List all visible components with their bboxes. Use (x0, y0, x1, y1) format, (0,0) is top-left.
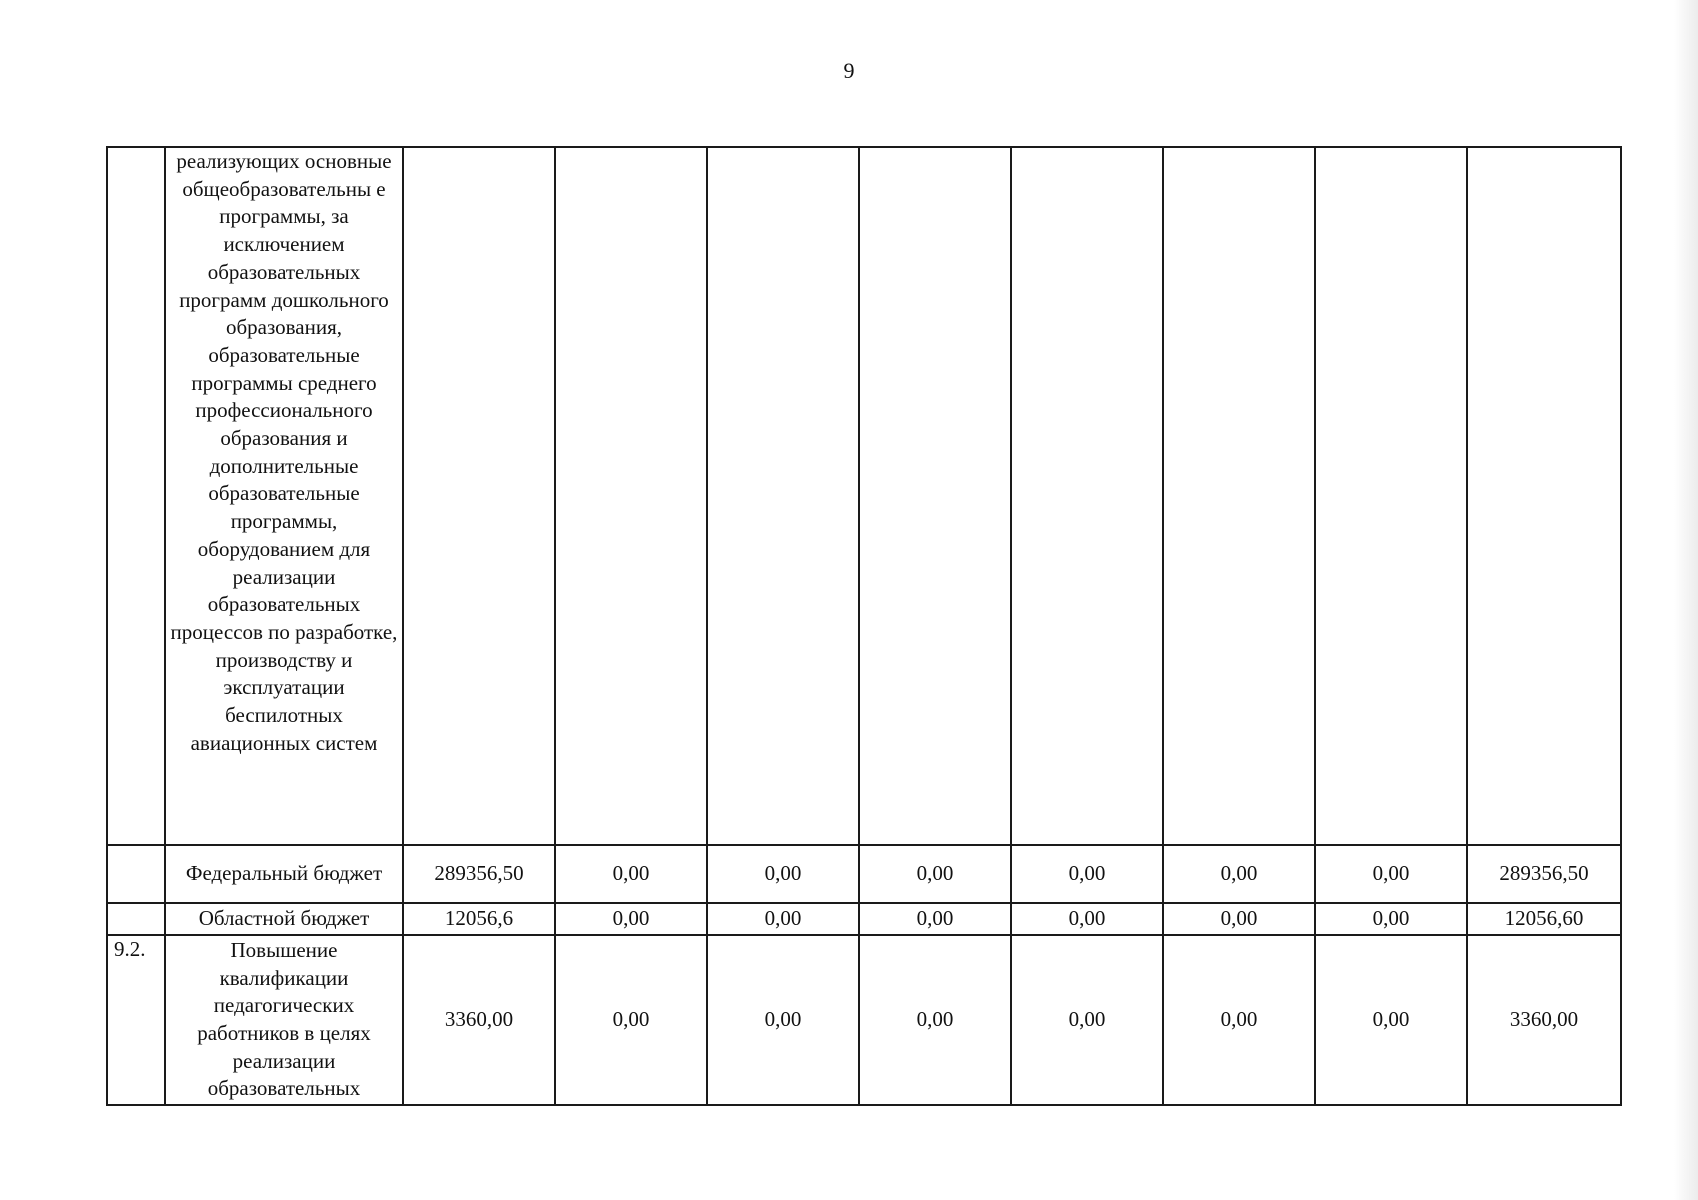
value-cell: 3360,00 (1467, 935, 1621, 1105)
table-row-federal-budget (107, 845, 1621, 903)
value-cell: 0,00 (707, 903, 859, 935)
value-cell: 289356,50 (403, 845, 555, 903)
value-cell: 0,00 (555, 903, 707, 935)
row-number-cell (107, 845, 165, 903)
row-name-cell: Повышение квалификации педагогических работников в целях реализации образовательных (165, 935, 403, 1105)
value-cell: 0,00 (1011, 903, 1163, 935)
value-cell: 0,00 (555, 845, 707, 903)
scan-edge-shadow (1674, 0, 1698, 1200)
page-number: 9 (843, 58, 855, 83)
table-row-9-2 (107, 935, 1621, 1105)
value-cell (1467, 147, 1621, 845)
value-cell: 12056,60 (1467, 903, 1621, 935)
value-cell (555, 147, 707, 845)
value-cell: 12056,6 (403, 903, 555, 935)
value-cell: 0,00 (1315, 935, 1467, 1105)
row-name-cell: Федеральный бюджет (165, 845, 403, 903)
table-row-continued (107, 147, 1621, 845)
table-row-regional-budget (107, 903, 1621, 935)
value-cell: 0,00 (707, 935, 859, 1105)
value-cell (1163, 147, 1315, 845)
value-cell (859, 147, 1011, 845)
value-cell: 0,00 (1011, 935, 1163, 1105)
row-name-cell: Областной бюджет (165, 903, 403, 935)
value-cell (707, 147, 859, 845)
value-cell (1315, 147, 1467, 845)
value-cell: 0,00 (1315, 903, 1467, 935)
value-cell: 3360,00 (403, 935, 555, 1105)
value-cell: 0,00 (1163, 845, 1315, 903)
row-number-cell (107, 147, 165, 845)
value-cell: 0,00 (707, 845, 859, 903)
value-cell: 289356,50 (1467, 845, 1621, 903)
row-number-cell (107, 903, 165, 935)
budget-table (106, 146, 1622, 1106)
row-name-cell: реализующих основные общеобразовательны е программы, за исключением образовательных программ дошкольного образования, образовательные программы среднего профессионального образования и дополнительные образовательные программы, оборудованием для реализации образовательных процессов по разработке, производству и эксплуатации беспилотных авиационных систем (165, 147, 403, 845)
value-cell (403, 147, 555, 845)
value-cell: 0,00 (859, 903, 1011, 935)
value-cell: 0,00 (1163, 903, 1315, 935)
value-cell: 0,00 (1163, 935, 1315, 1105)
row-number-cell: 9.2. (107, 935, 165, 1105)
value-cell: 0,00 (859, 935, 1011, 1105)
value-cell (1011, 147, 1163, 845)
value-cell: 0,00 (1011, 845, 1163, 903)
value-cell: 0,00 (859, 845, 1011, 903)
value-cell: 0,00 (1315, 845, 1467, 903)
value-cell: 0,00 (555, 935, 707, 1105)
